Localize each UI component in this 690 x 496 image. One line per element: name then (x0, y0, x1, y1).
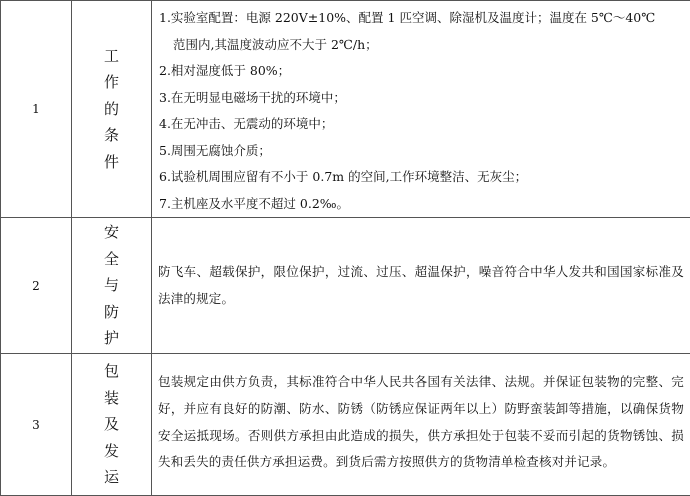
category-text: 工作的条件 (104, 43, 120, 176)
row-category (72, 1, 152, 218)
row-number: 2 (1, 218, 72, 354)
row-category (72, 218, 152, 354)
list-item: 3.在无明显电磁场干扰的环境中； (159, 85, 682, 112)
list-item: 7.主机座及水平度不超过 0.2‰。 (159, 191, 682, 218)
row-number: 1 (1, 1, 72, 218)
category-text: 包装及发运 (104, 358, 120, 491)
row-content (152, 1, 690, 218)
list-item: 1.实验室配置：电源 220V±10%、配置 1 匹空调、除湿机及温度计；温度在 5℃～40℃ (159, 5, 682, 32)
safety-text: 防飞车、超载保护，限位保护，过流、过压、超温保护，噪音符合中华人发共和国国家标准及法津的规定。 (152, 259, 690, 312)
table-row (1, 1, 690, 218)
row-number: 3 (1, 354, 72, 496)
table-row (1, 354, 690, 496)
table-row (1, 218, 690, 354)
row-content (152, 354, 690, 496)
row-content (152, 218, 690, 354)
list-item: 2.相对湿度低于 80%； (159, 58, 682, 85)
category-text: 安全与防护 (104, 219, 120, 352)
list-item: 5.周围无腐蚀介质； (159, 138, 682, 165)
list-item: 4.在无冲击、无震动的环境中； (159, 111, 682, 138)
packaging-text: 包装规定由供方负责，其标准符合中华人民共各国有关法律、法规。并保证包装物的完整、完好，并应有良好的防潮、防水、防锈（防锈应保证两年以上）防野蛮装卸等措施，以确保货物安全运抵现场。否则供方承担由此造成的损失，供方承担处于包装不妥而引起的货物锈蚀、损失和丢失的责任供方承担运费。到货后需方按照供方的货物清单检查核对并记录。 (152, 369, 690, 475)
list-item: 范围内,其温度波动应不大于 2℃/h； (159, 32, 682, 59)
condition-list (152, 1, 690, 217)
row-category (72, 354, 152, 496)
list-item: 6.试验机周围应留有不小于 0.7m 的空间,工作环境整洁、无灰尘； (159, 164, 682, 191)
